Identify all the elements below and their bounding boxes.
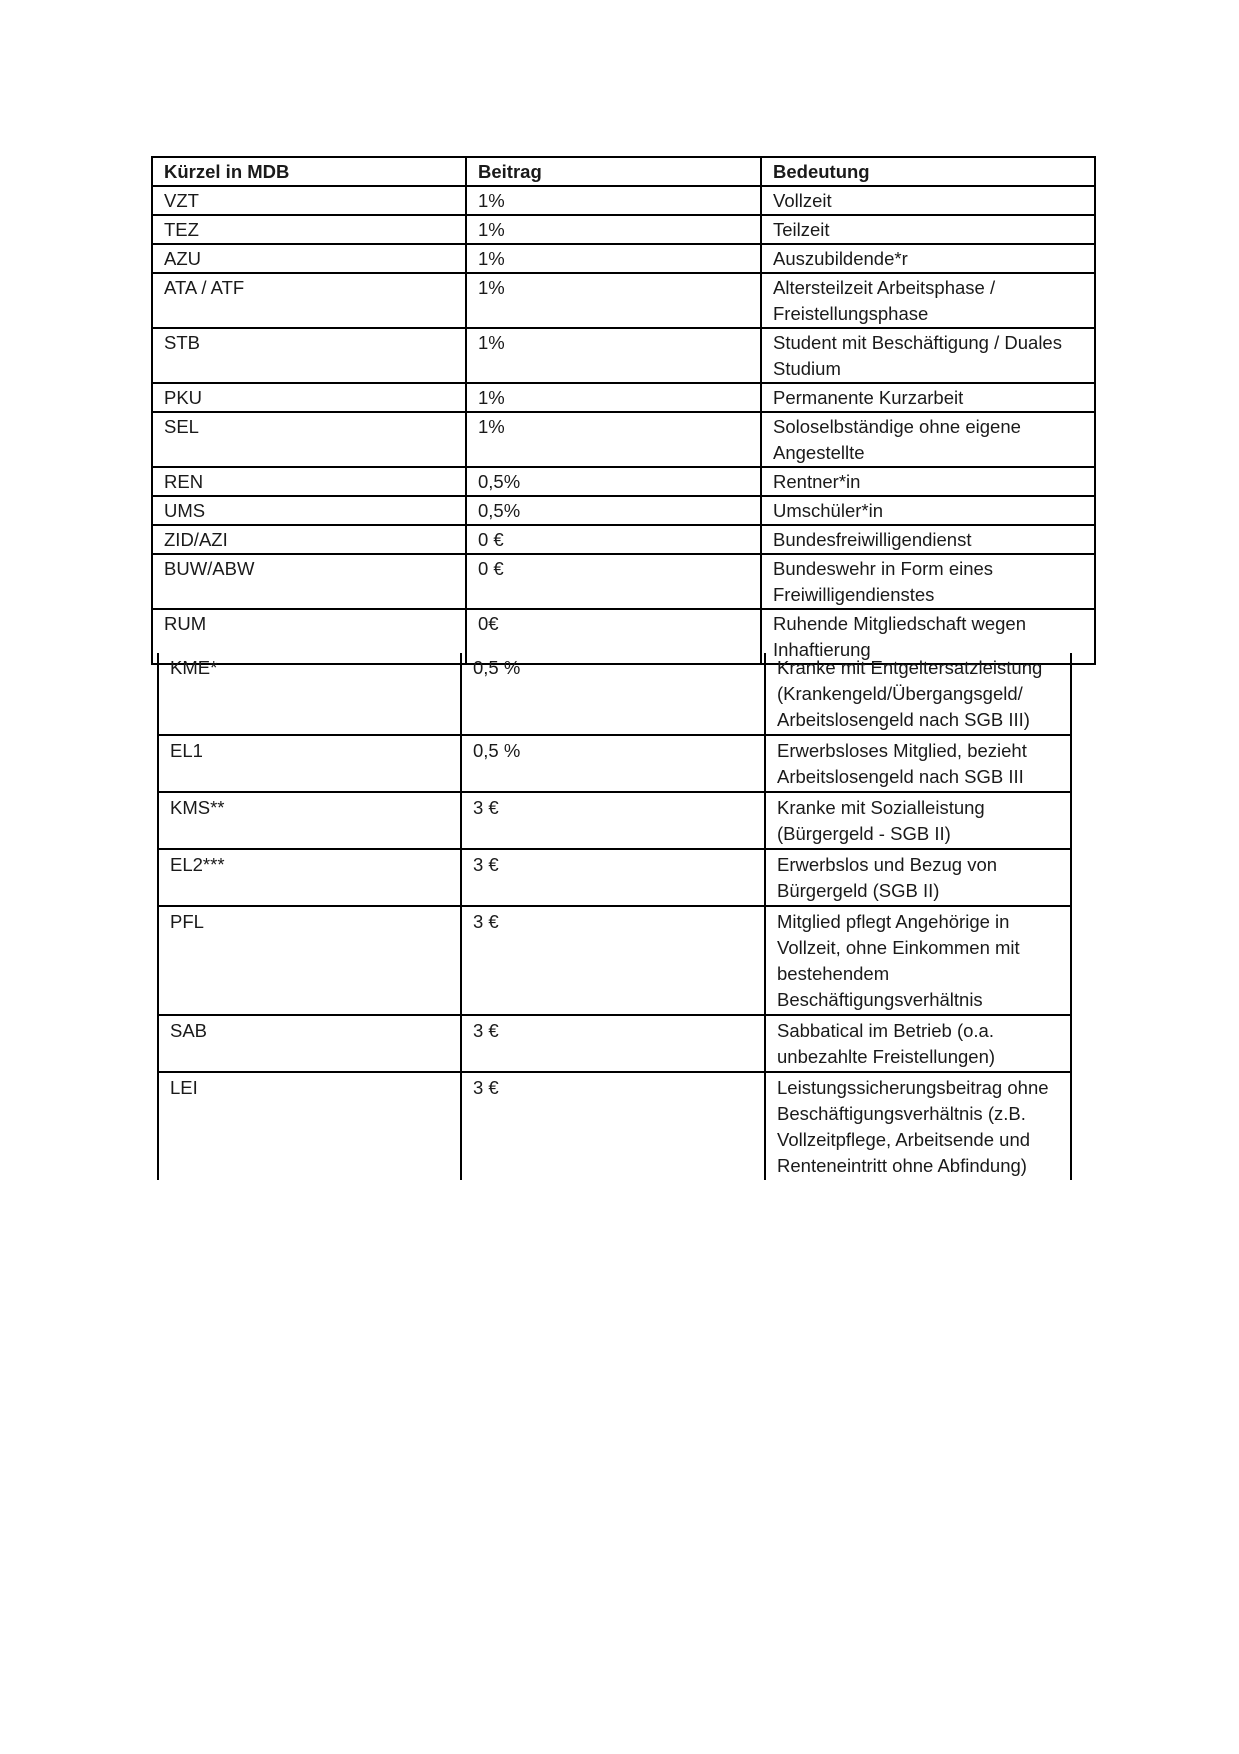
header-kuerzel: Kürzel in MDB xyxy=(152,157,466,186)
cell-kuerzel: PFL xyxy=(158,906,461,1015)
cell-beitrag: 3 € xyxy=(461,1015,765,1072)
cell-kuerzel: LEI xyxy=(158,1072,461,1180)
cell-bedeutung: Erwerbslos und Bezug von Bürgergeld (SGB II) xyxy=(765,849,1071,906)
cell-beitrag: 1% xyxy=(466,383,761,412)
table-row xyxy=(152,467,1095,496)
cell-bedeutung: Teilzeit xyxy=(761,215,1095,244)
cell-beitrag: 0 € xyxy=(466,554,761,609)
cell-bedeutung: Altersteilzeit Arbeitsphase / Freistellungsphase xyxy=(761,273,1095,328)
cell-bedeutung: Bundesfreiwilligendienst xyxy=(761,525,1095,554)
cell-kuerzel: ATA / ATF xyxy=(152,273,466,328)
cell-kuerzel: AZU xyxy=(152,244,466,273)
cell-beitrag: 1% xyxy=(466,244,761,273)
cell-bedeutung: Rentner*in xyxy=(761,467,1095,496)
cell-bedeutung: Soloselbständige ohne eigene Angestellte xyxy=(761,412,1095,467)
cell-bedeutung: Ruhende Mitgliedschaft wegen Inhaftierung xyxy=(761,609,1095,664)
table-row xyxy=(158,849,1071,906)
cell-beitrag: 3 € xyxy=(461,849,765,906)
cell-beitrag: 1% xyxy=(466,412,761,467)
table-row xyxy=(152,525,1095,554)
table-header-row xyxy=(152,157,1095,186)
header-beitrag: Beitrag xyxy=(466,157,761,186)
cell-bedeutung: Bundeswehr in Form eines Freiwilligendienstes xyxy=(761,554,1095,609)
cell-bedeutung: Erwerbsloses Mitglied, bezieht Arbeitslosengeld nach SGB III xyxy=(765,735,1071,792)
cell-bedeutung: Leistungssicherungsbeitrag ohne Beschäftigungsverhältnis (z.B. Vollzeitpflege, Arbeitsende und Renteneintritt ohne Abfindung) xyxy=(765,1072,1071,1180)
table-row xyxy=(158,653,1071,735)
cell-beitrag: 3 € xyxy=(461,906,765,1015)
cell-beitrag: 0,5% xyxy=(466,467,761,496)
cell-kuerzel: REN xyxy=(152,467,466,496)
cell-bedeutung: Kranke mit Sozialleistung (Bürgergeld - SGB II) xyxy=(765,792,1071,849)
cell-kuerzel: SEL xyxy=(152,412,466,467)
cell-kuerzel: UMS xyxy=(152,496,466,525)
cell-beitrag: 1% xyxy=(466,186,761,215)
header-bedeutung: Bedeutung xyxy=(761,157,1095,186)
contribution-table-top xyxy=(151,156,1096,665)
cell-bedeutung: Sabbatical im Betrieb (o.a. unbezahlte Freistellungen) xyxy=(765,1015,1071,1072)
table-row xyxy=(152,244,1095,273)
cell-kuerzel: SAB xyxy=(158,1015,461,1072)
table-row xyxy=(152,328,1095,383)
cell-kuerzel: EL1 xyxy=(158,735,461,792)
table-row xyxy=(152,215,1095,244)
table-row xyxy=(158,735,1071,792)
cell-kuerzel: PKU xyxy=(152,383,466,412)
cell-kuerzel: KME* xyxy=(158,653,461,735)
cell-kuerzel: TEZ xyxy=(152,215,466,244)
cell-kuerzel: VZT xyxy=(152,186,466,215)
cell-beitrag: 1% xyxy=(466,273,761,328)
cell-beitrag: 0,5 % xyxy=(461,735,765,792)
table-row xyxy=(158,906,1071,1015)
cell-kuerzel: KMS** xyxy=(158,792,461,849)
cell-kuerzel: BUW/ABW xyxy=(152,554,466,609)
cell-kuerzel: EL2*** xyxy=(158,849,461,906)
cell-beitrag: 1% xyxy=(466,215,761,244)
cell-bedeutung: Kranke mit Entgeltersatzleistung (Krankengeld/Übergangsgeld/ Arbeitslosengeld nach SGB III) xyxy=(765,653,1071,735)
table-row xyxy=(152,273,1095,328)
table-row xyxy=(152,412,1095,467)
cell-beitrag: 0 € xyxy=(466,525,761,554)
table-row xyxy=(158,792,1071,849)
cell-bedeutung: Vollzeit xyxy=(761,186,1095,215)
cell-beitrag: 0€ xyxy=(466,609,761,664)
cell-bedeutung: Student mit Beschäftigung / Duales Studium xyxy=(761,328,1095,383)
cell-beitrag: 3 € xyxy=(461,792,765,849)
cell-beitrag: 3 € xyxy=(461,1072,765,1180)
table-row xyxy=(152,186,1095,215)
cell-beitrag: 0,5% xyxy=(466,496,761,525)
cell-beitrag: 1% xyxy=(466,328,761,383)
contribution-table-bottom xyxy=(157,653,1072,1180)
cell-kuerzel: RUM xyxy=(152,609,466,664)
table-row xyxy=(152,496,1095,525)
cell-kuerzel: ZID/AZI xyxy=(152,525,466,554)
cell-kuerzel: STB xyxy=(152,328,466,383)
cell-beitrag: 0,5 % xyxy=(461,653,765,735)
table-row xyxy=(158,1072,1071,1180)
cell-bedeutung: Auszubildende*r xyxy=(761,244,1095,273)
cell-bedeutung: Mitglied pflegt Angehörige in Vollzeit, ohne Einkommen mit bestehendem Beschäftigungsverhältnis xyxy=(765,906,1071,1015)
cell-bedeutung: Umschüler*in xyxy=(761,496,1095,525)
table-row xyxy=(152,383,1095,412)
table-row xyxy=(152,554,1095,609)
cell-bedeutung: Permanente Kurzarbeit xyxy=(761,383,1095,412)
table-row xyxy=(158,1015,1071,1072)
